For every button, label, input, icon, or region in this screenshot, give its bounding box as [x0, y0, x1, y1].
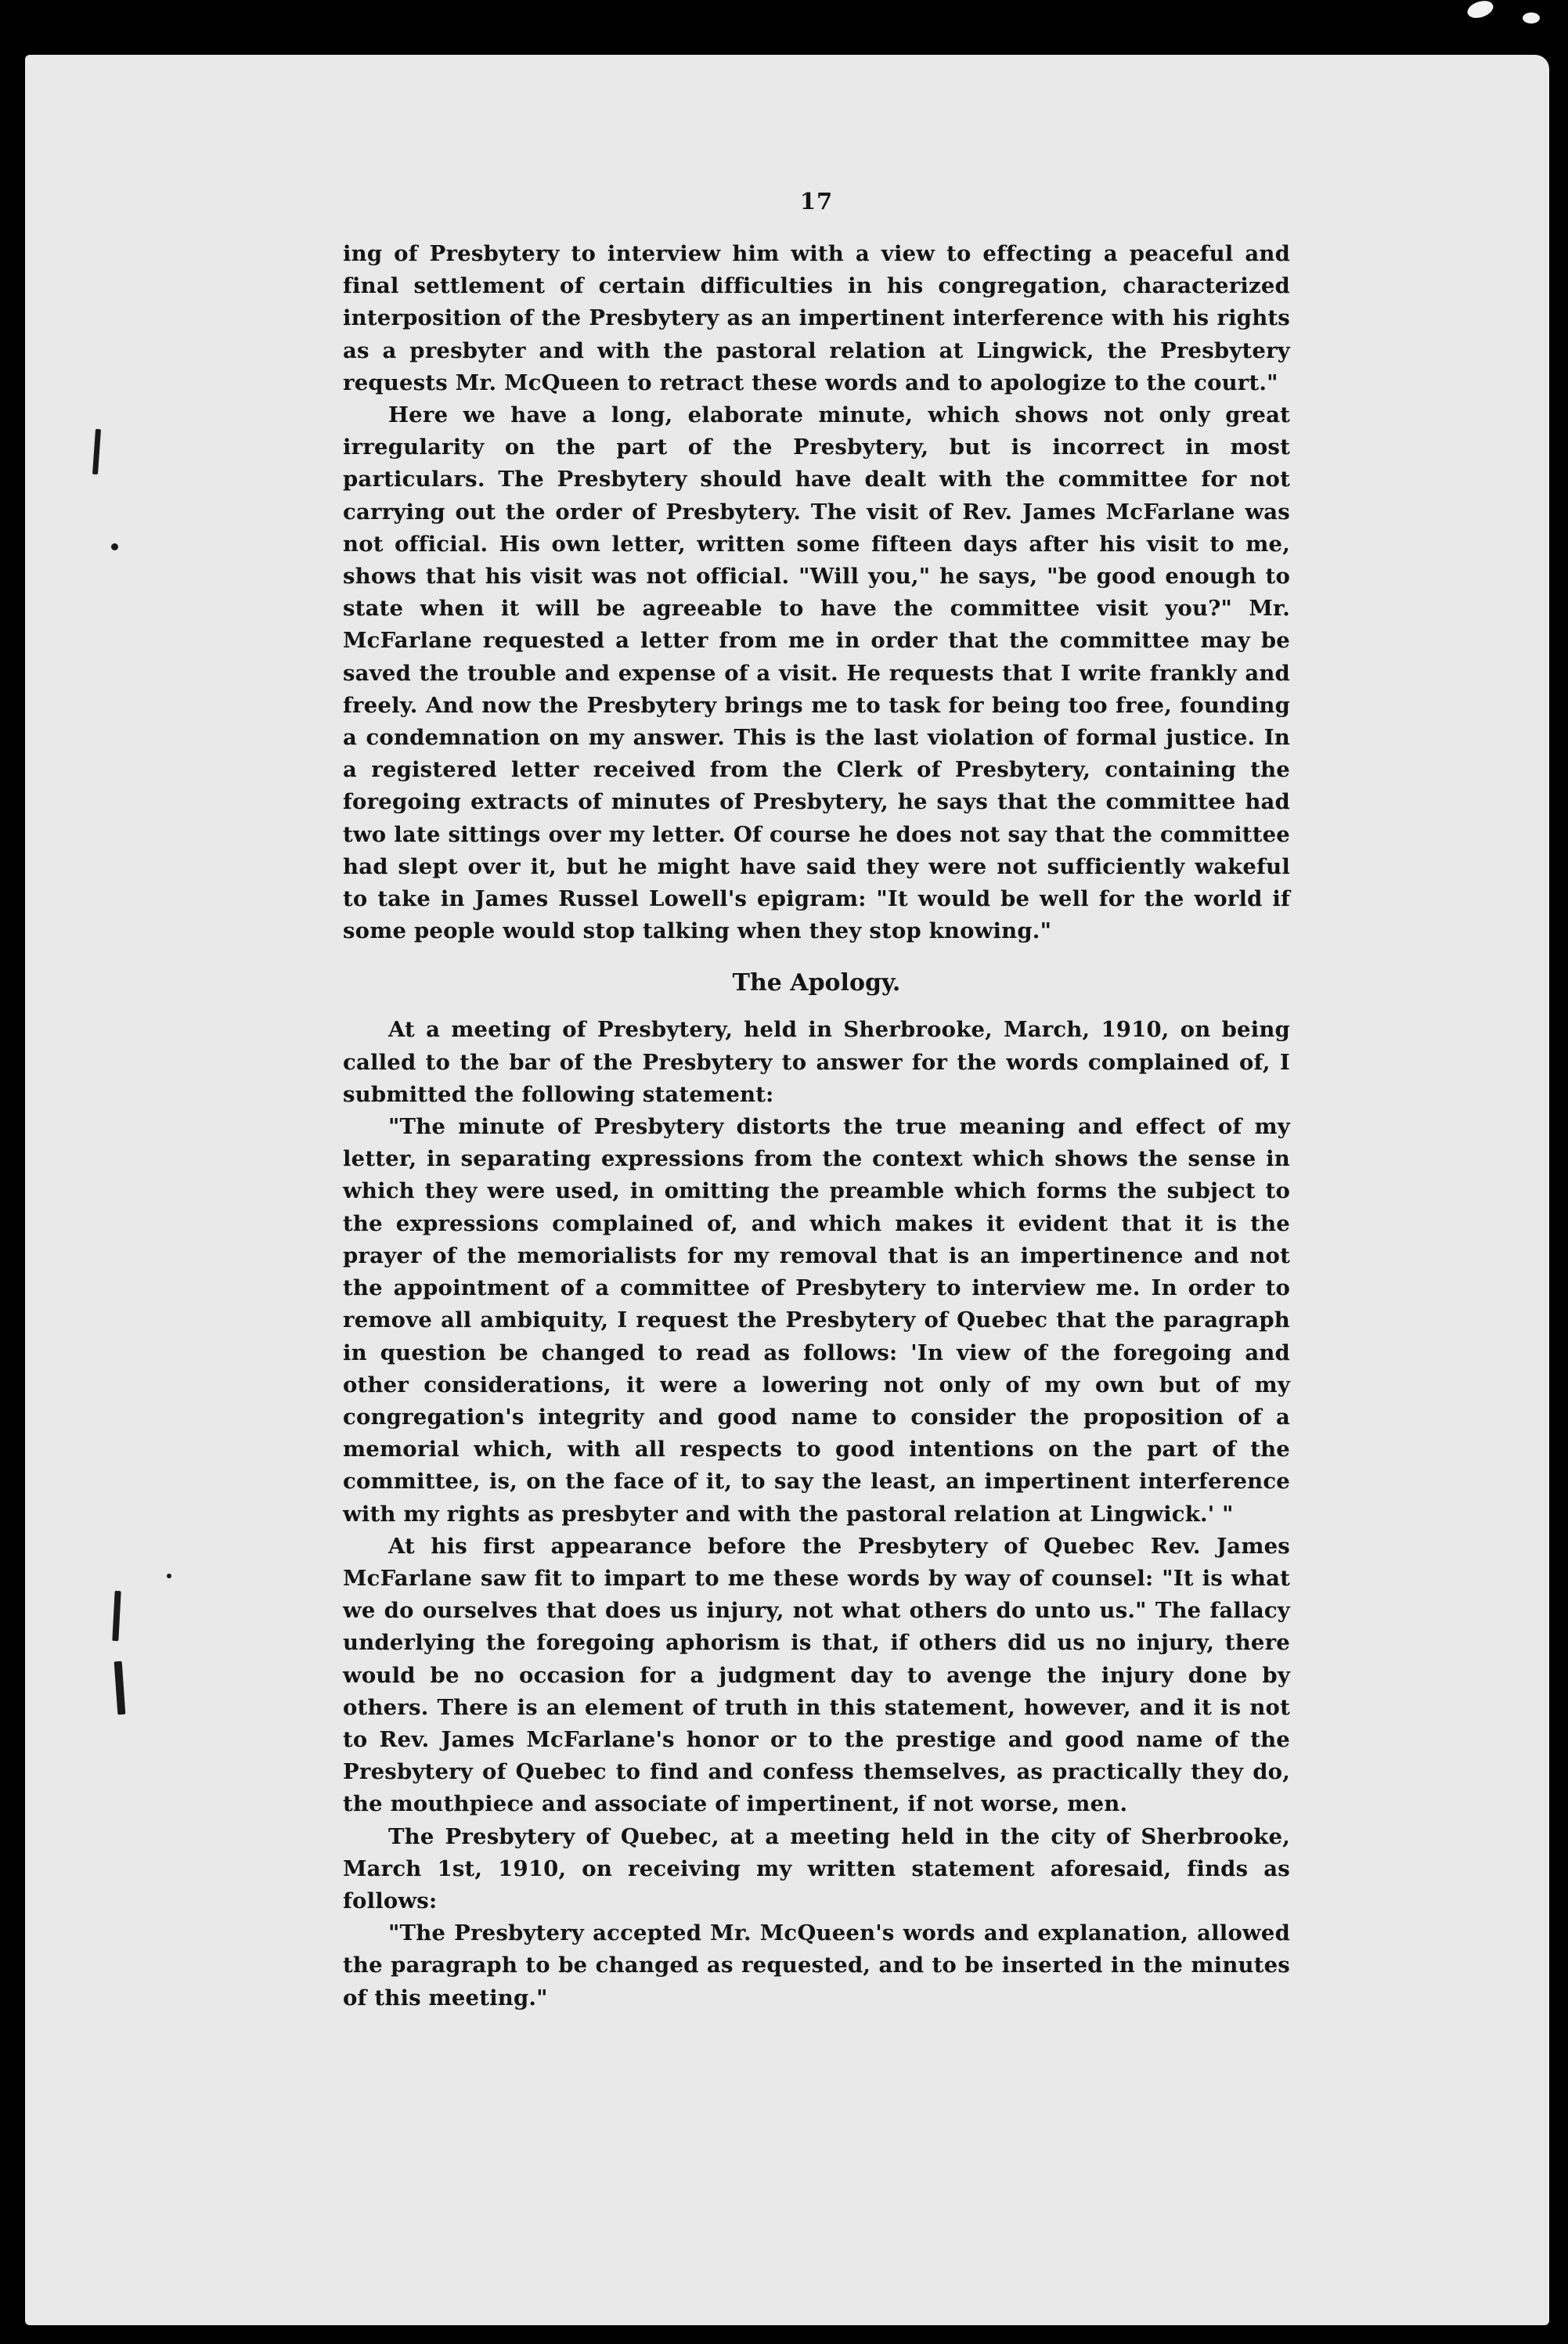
paragraph: ing of Presbytery to interview him with a view to effecting a peaceful and final settlement of certain difficulties in his congregation, characterized interposition of the Presbytery as an impertinent interference with his rights as a presbyter and with the pastoral relation at Lingwick, the Presbytery requests Mr. McQueen to retract these words and to apologize to the court." — [343, 241, 1290, 395]
margin-mark — [112, 1591, 121, 1641]
paragraph: "The minute of Presbytery distorts the true meaning and effect of my letter, in separating expressions from the context which shows the sense in which they were used, in omitting the preamble which forms the subject to the expressions complained of, and which makes it evident that it is the prayer of the memorialists for my removal that is an impertinence and not the appointment of a committee of Presbytery to interview me. In order to remove all ambiquity, I request the Presbytery of Quebec that the paragraph in question be changed to read as follows: 'In view of the foregoing and other considerations, it were a lowering not only of my own but of my congregation's integrity and good name to consider the proposition of a memorial which, with all respects to good intentions on the part of the committee, is, on the face of it, to say the least, an impertinent interference with my rights as presbyter and with the pastoral relation at Lingwick.' " — [343, 1114, 1290, 1527]
section-heading: The Apology. — [732, 969, 901, 997]
page-number: 17 — [799, 188, 834, 215]
paragraph: "The Presbytery accepted Mr. McQueen's words and explanation, allowed the paragraph to be changed as requested, and to be inserted in the minutes of this meeting." — [343, 1920, 1290, 2010]
margin-mark — [114, 1661, 126, 1715]
document-page — [25, 55, 1549, 2325]
margin-mark — [167, 1574, 171, 1578]
paragraph: At a meeting of Presbytery, held in Sherbrooke, March, 1910, on being called to the bar of the Presbytery to answer for the words complained of, I submitted the following statement: — [343, 1017, 1290, 1107]
margin-mark — [92, 429, 101, 474]
paragraph: At his first appearance before the Presbytery of Quebec Rev. James McFarlane saw fit to impart to me these words by way of counsel: "It is what we do ourselves that does us injury, not what others do unto us." The fallacy underlying the foregoing aphorism is that, if others did us no injury, there would be no occasion for a judgment day to avenge the injury done by others. There is an element of truth in this statement, however, and it is not to Rev. James McFarlane's honor or to the prestige and good name of the Presbytery of Quebec to find and confess themselves, as practically they do, the mouthpiece and associate of impertinent, if not worse, men. — [343, 1533, 1290, 1817]
page-content — [343, 188, 1290, 2014]
margin-mark — [111, 543, 118, 550]
paragraph: The Presbytery of Quebec, at a meeting held in the city of Sherbrooke, March 1st, 1910, on receiving my written statement aforesaid, finds as follows: — [343, 1823, 1290, 1913]
scan-spot-top-right — [1465, 0, 1496, 21]
paragraph: Here we have a long, elaborate minute, which shows not only great irregularity on the part of the Presbytery, but is incorrect in most particulars. The Presbytery should have dealt with the committee for not carrying out the order of Presbytery. The visit of Rev. James McFarlane was not official. His own letter, written some fifteen days after his visit to me, shows that his visit was not official. "Will you," he says, "be good enough to state when it will be agreeable to have the committee visit you?" Mr. McFarlane requested a letter from me in order that the committee may be saved the trouble and expense of a visit. He requests that I write frankly and freely. And now the Presbytery brings me to task for being too free, founding a condemnation on my answer. This is the last violation of formal justice. In a registered letter received from the Clerk of Presbytery, containing the foregoing extracts of minutes of Presbytery, he says that the committee had two late sittings over my letter. Of course he does not say that the committee had slept over it, but he might have said they were not sufficiently wakeful to take in James Russel Lowell's epigram: "It would be well for the world if some people would stop talking when they stop knowing." — [343, 402, 1290, 944]
scan-spot-top-right-small — [1523, 13, 1540, 23]
